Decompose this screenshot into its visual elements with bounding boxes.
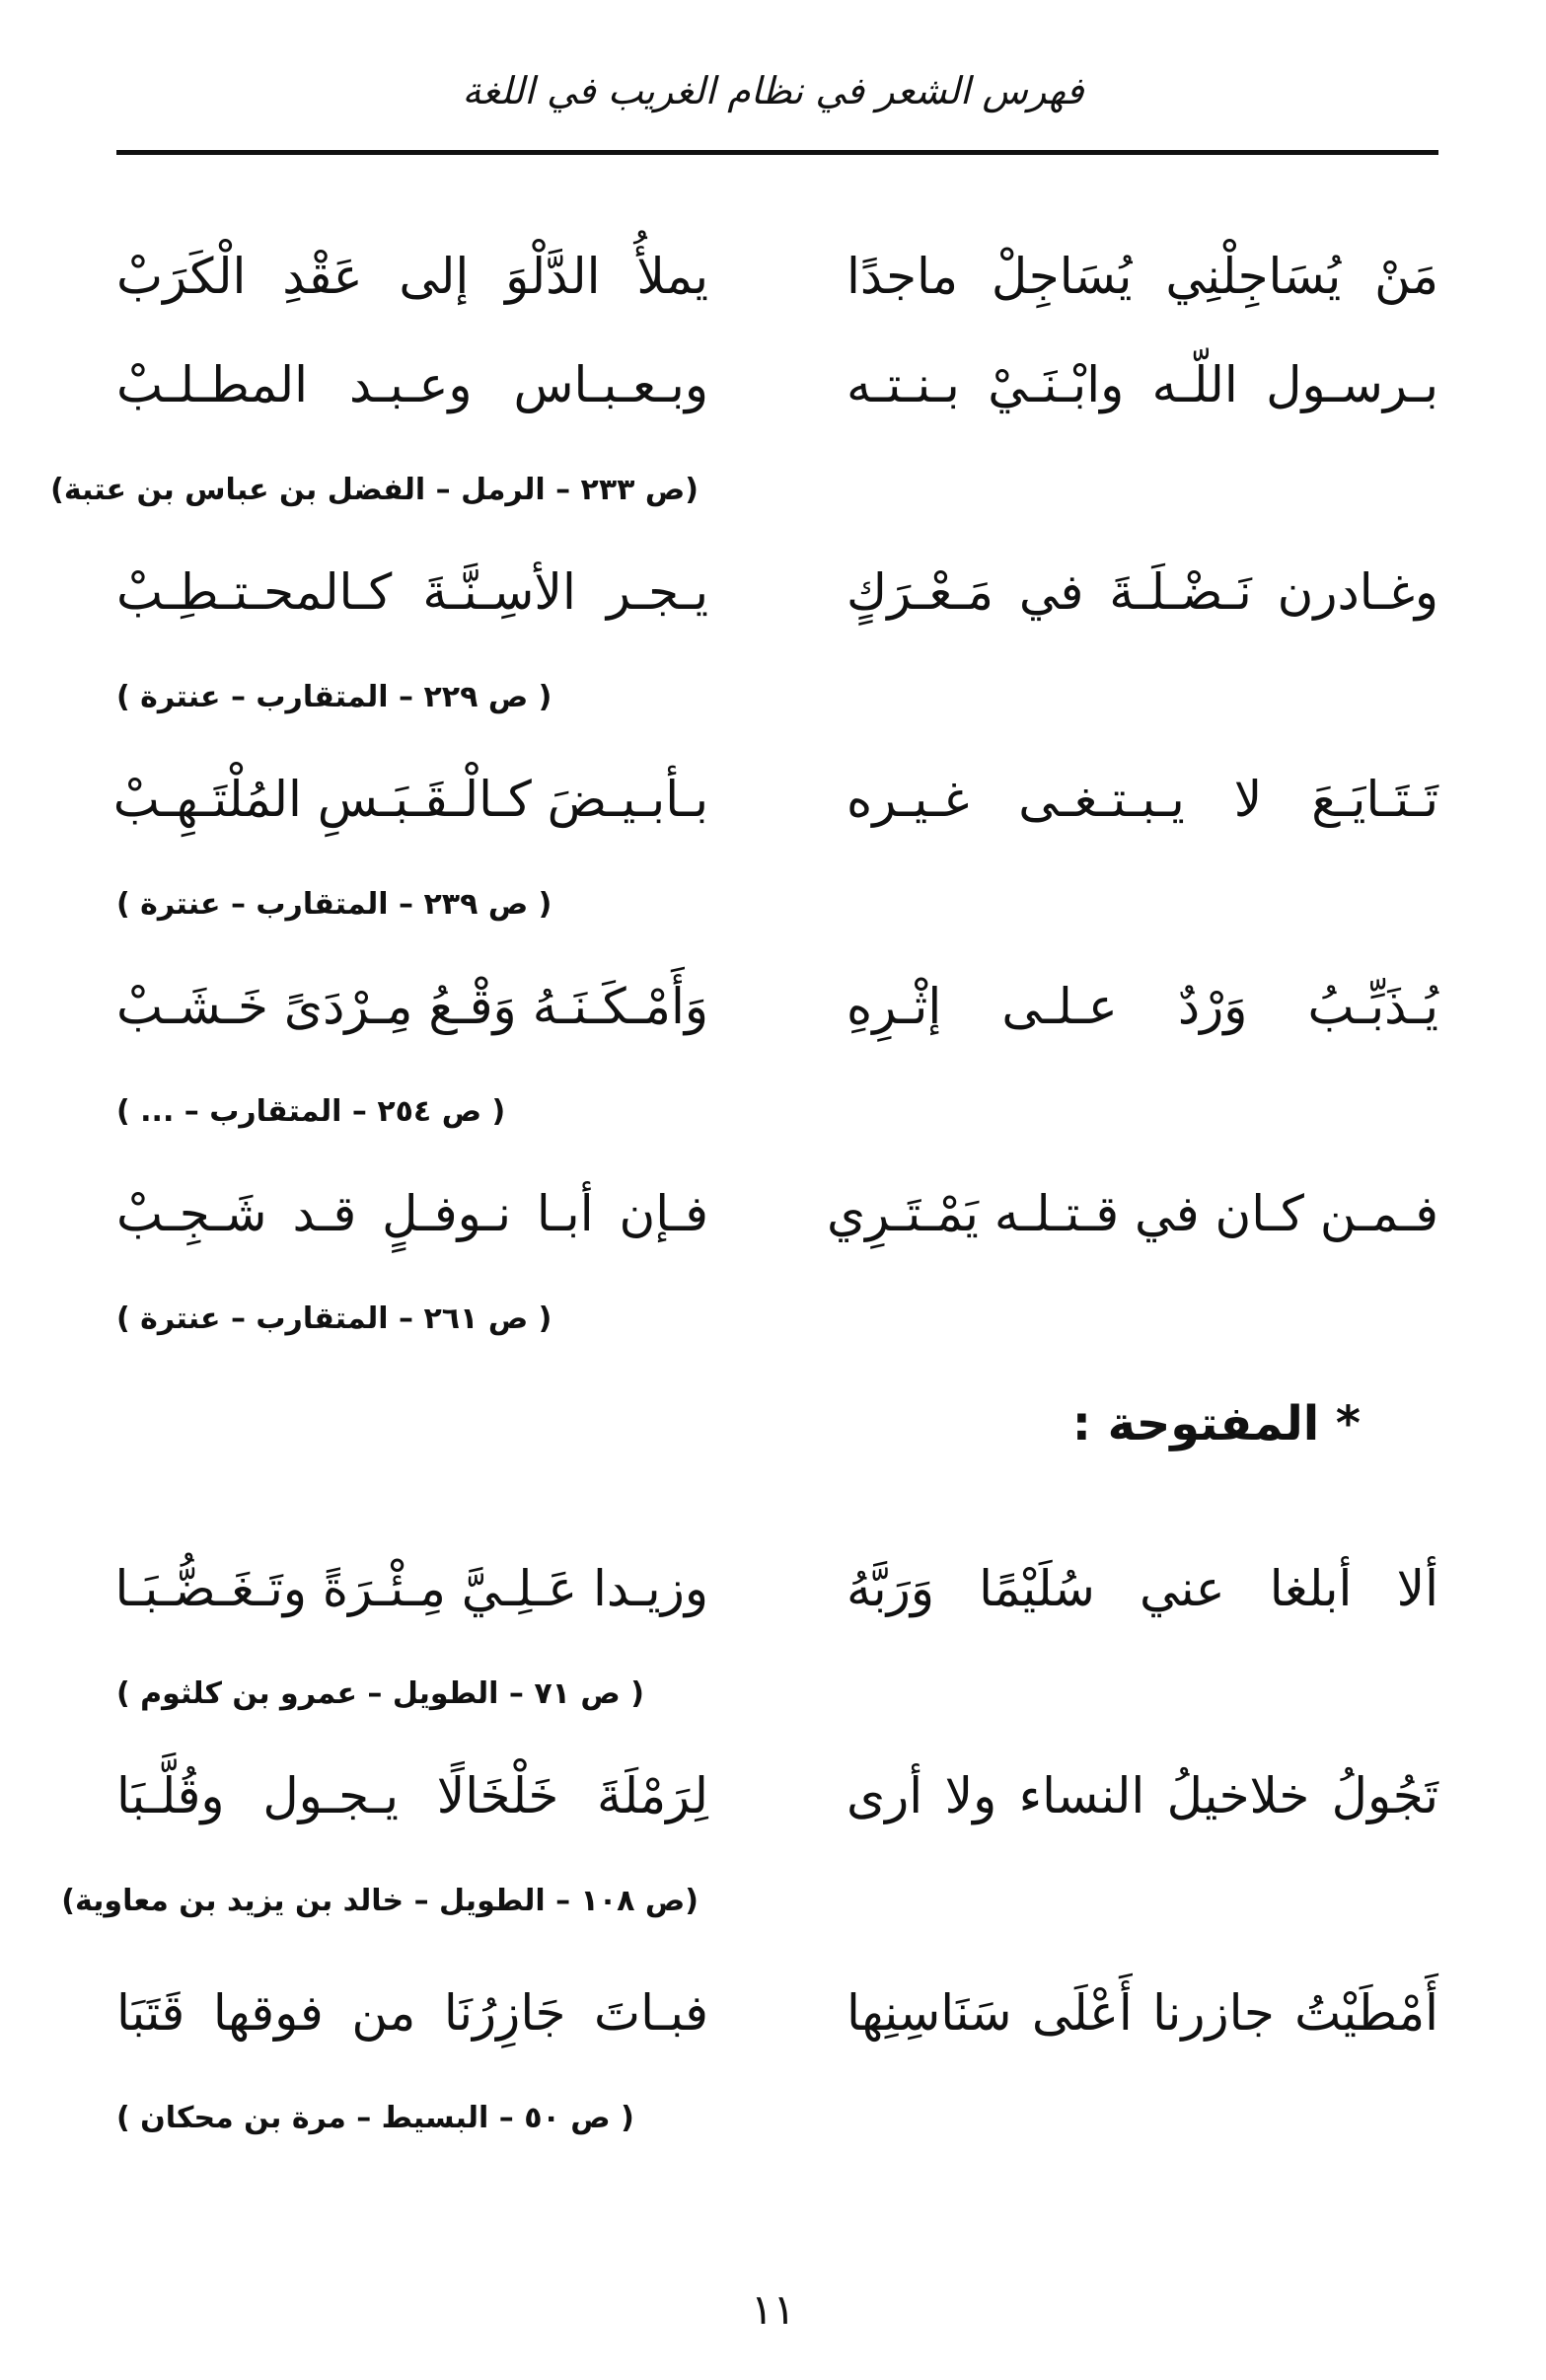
verse-second-hemistich: لِرَمْلَةَ خَلْخَالًا يـجـول وقُلَّـبَا — [116, 1767, 708, 1824]
verse-source-citation: ( ص ٧١ – الطويل – عمرو بن كلثوم ) — [116, 1676, 644, 1711]
verse-second-hemistich: وَأَمْـكَـنَـهُ وَقْـعُ مِـرْدَىً خَـشَـبْ — [116, 978, 708, 1035]
verse-second-hemistich: بـأبـيـضَ كـالْـقَـبَـسِ المُلْتَـهِـبْ — [112, 771, 708, 828]
page-number: ١١ — [750, 2285, 796, 2334]
verse-first-hemistich: أَمْطَيْتُ جازرنا أَعْلَى سَنَاسِنِها — [847, 1984, 1438, 2042]
verse-first-hemistich: مَنْ يُسَاجِلْنِي يُسَاجِلْ ماجدًا — [847, 248, 1438, 305]
verse-second-hemistich: فبـاتَ جَازِرُنَا من فوقها قَتَبَا — [116, 1984, 708, 2042]
verse-first-hemistich: ألا أبلغا عني سُلَيْمًا وَرَبَّهُ — [847, 1560, 1438, 1617]
header-rule — [116, 150, 1438, 155]
verse-first-hemistich: وغـادرن نَـضْـلَـةَ في مَـعْـرَكٍ — [847, 563, 1438, 621]
verse-line — [116, 1969, 1438, 2057]
verse-source-citation: (ص ٢٣٣ – الرمل – الفضل بن عباس بن عتبة) — [50, 473, 699, 507]
verse-second-hemistich: يـجـر الأسِـنَّـةَ كـالمحـتـطِـبْ — [116, 563, 708, 621]
verse-source-citation: ( ص ٢٦١ – المتقارب – عنترة ) — [116, 1302, 552, 1336]
verse-first-hemistich: فـمـن كـان في قـتـلـه يَمْـتَـرِي — [827, 1185, 1438, 1242]
verse-line — [116, 548, 1438, 636]
verse-second-hemistich: وبـعـبـاس وعـبـد المطـلـبْ — [116, 356, 708, 413]
verse-source-citation: ( ص ٢٣٩ – المتقارب – عنترة ) — [116, 887, 552, 922]
verse-first-hemistich: تَجُولُ خلاخيلُ النساء ولا أرى — [847, 1767, 1438, 1824]
verse-line — [116, 1544, 1438, 1633]
verse-first-hemistich: تَـتَـايَـعَ لا يـبـتـغـى غـيـره — [847, 771, 1438, 828]
verse-line — [116, 232, 1438, 321]
verse-first-hemistich: يُـذَبِّـبُ وَرْدٌ عـلـى إثْـرِهِ — [847, 978, 1438, 1035]
verse-source-citation: (ص ١٠٨ – الطويل – خالد بن يزيد بن معاوية) — [61, 1884, 699, 1918]
verse-source-citation: ( ص ٥٠ – البسيط – مرة بن محكان ) — [116, 2101, 634, 2135]
verse-line — [112, 755, 1438, 844]
verse-first-hemistich: بـرسـول اللّـه وابْـنَـيْ بـنـتـه — [847, 356, 1438, 413]
verse-line — [116, 340, 1438, 429]
verse-second-hemistich: وزيـدا عَـلِـيَّ مِـئْـرَةً وتَـغَـضُّـبَـا — [114, 1560, 708, 1617]
section-heading: * المفتوحة : — [1071, 1396, 1361, 1451]
verse-line — [116, 1169, 1438, 1258]
verse-second-hemistich: فـإن أبـا نـوفـلٍ قـد شَـجِـبْ — [116, 1185, 708, 1242]
running-head-title: فهرس الشعر في نظام الغريب في اللغة — [462, 69, 1084, 112]
verse-source-citation: ( ص ٢٥٤ – المتقارب – ... ) — [116, 1094, 506, 1129]
verse-second-hemistich: يملأُ الدَّلْوَ إلى عَقْدِ الْكَرَبْ — [116, 248, 708, 305]
verse-line — [116, 962, 1438, 1051]
verse-line — [116, 1751, 1438, 1840]
verse-source-citation: ( ص ٢٢٩ – المتقارب – عنترة ) — [116, 680, 552, 714]
